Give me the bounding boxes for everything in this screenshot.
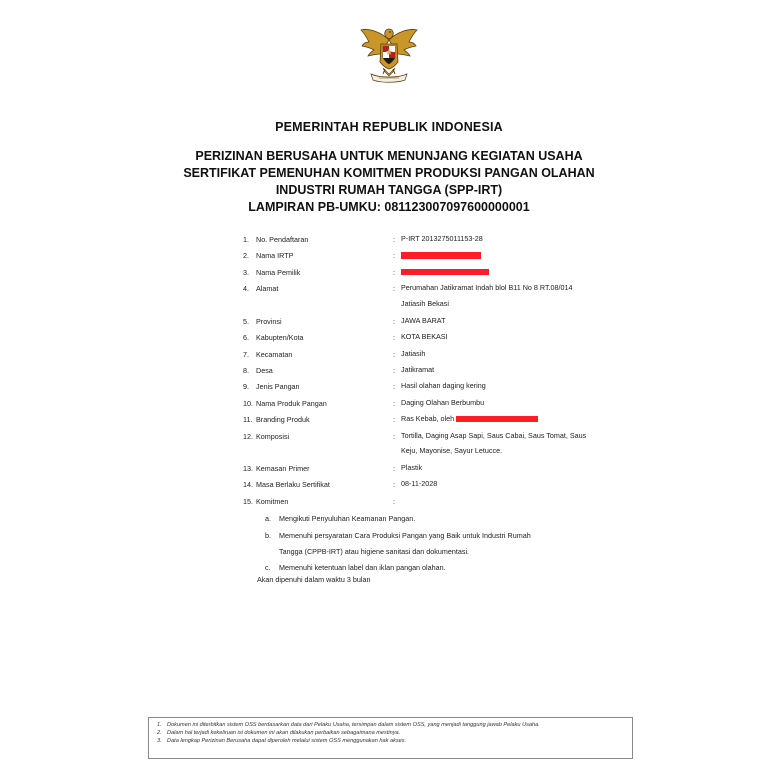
field-number: 3. [243, 267, 249, 277]
field-value [401, 264, 623, 280]
field-value: Ras Kebab, oleh [401, 411, 623, 427]
commitment-item [265, 511, 610, 527]
footer-note: 2. Dalam hal terjadi kekeliruan isi dokumen ini akan dilakukan perbaikan sebagaimana mestinya. [157, 729, 401, 736]
title-line: LAMPIRAN PB-UMKU: 081123007097600000001 [248, 200, 530, 214]
title-line: PERIZINAN BERUSAHA UNTUK MENUNJANG KEGIATAN USAHA [195, 149, 583, 163]
field-number: 5. [243, 316, 249, 326]
field-colon: : [393, 333, 395, 343]
field-colon: : [393, 284, 395, 294]
field-colon: : [393, 431, 395, 441]
field-number: 8. [243, 365, 249, 375]
field-label: Masa Berlaku Sertifikat [256, 480, 330, 490]
field-label: Nama Pemilik [256, 267, 301, 277]
field-row [243, 480, 623, 496]
field-colon: : [393, 496, 395, 506]
title-line: SERTIFIKAT PEMENUHAN KOMITMEN PRODUKSI PANGAN OLAHAN [183, 166, 595, 180]
field-value: Jatiasih [401, 348, 426, 358]
commitment-letter: b. [265, 530, 271, 540]
field-value: Hasil olahan daging kering [401, 381, 486, 391]
field-label: Kemasan Primer [256, 464, 310, 474]
field-colon: : [393, 235, 395, 244]
field-number: 10. [243, 398, 253, 408]
field-number: 1. [243, 235, 249, 244]
field-colon: : [393, 382, 395, 392]
field-number: 14. [243, 480, 253, 490]
field-colon: : [393, 480, 395, 490]
field-colon: : [393, 365, 395, 375]
field-colon: : [393, 316, 395, 326]
footer-notes [148, 717, 633, 759]
field-value: KOTA BEKASI [401, 332, 448, 342]
commitment-text: Mengikuti Penyuluhan Keamanan Pangan. [279, 514, 416, 523]
commitment-item [265, 560, 610, 576]
field-value: P-IRT 2013275011153-28 [401, 234, 483, 243]
field-number: 15. [243, 496, 253, 506]
field-colon: : [393, 464, 395, 474]
field-label: Nama Produk Pangan [256, 398, 327, 408]
field-value: Tortilla, Daging Asap Sapi, Saus Cabai, Saus Tomat, Saus Keju, Mayonise, Sayur Letucce. [401, 430, 587, 455]
field-number: 9. [243, 382, 249, 392]
field-label: Provinsi [256, 316, 282, 326]
field-colon: : [393, 267, 395, 277]
field-colon: : [393, 251, 395, 261]
field-value [401, 247, 623, 263]
field-label: Komitmen [256, 496, 289, 506]
field-colon: : [393, 398, 395, 408]
field-label: Nama IRTP [256, 251, 294, 261]
field-number: 13. [243, 464, 253, 474]
field-value: Daging Olahan Berbumbu [401, 397, 485, 407]
footer-note: 3. Data lengkap Perizinan Berusaha dapat diperoleh melalui sistem OSS menggunakan hak akses. [157, 737, 407, 744]
title-line: INDUSTRI RUMAH TANGGA (SPP-IRT) [275, 183, 503, 197]
field-value: Perumahan Jatikramat Indah blol B11 No 8 RT.08/014 Jatiasih Bekasi [401, 283, 573, 308]
field-number: 4. [243, 284, 249, 294]
field-colon: : [393, 415, 395, 425]
commitment-text: Memenuhi ketentuan label dan iklan pangan olahan. [279, 563, 446, 572]
government-title: PEMERINTAH REPUBLIK INDONESIA [275, 120, 503, 134]
field-label: No. Pendaftaran [256, 235, 309, 244]
redaction-mark [401, 269, 489, 276]
field-colon: : [393, 349, 395, 359]
redaction-mark [401, 252, 481, 259]
certificate-fields [243, 235, 623, 513]
commitment-list [265, 511, 610, 577]
commitment-text: Memenuhi persyaratan Cara Produksi Pangan yang Baik untuk Industri Rumah Tangga (CPPB-IRT) atau higiene sanitasi dan dokumentasi. [279, 530, 531, 556]
document-titles [0, 148, 778, 216]
field-label: Jenis Pangan [256, 382, 300, 392]
footer-note: 1. Dokumen ini diterbitkan sistem OSS berdasarkan data dari Pelaku Usaha, tersimpan dalam sistem OSS, yang menjadi tanggung jawab Pelaku Usaha. [157, 722, 540, 728]
field-label: Kecamatan [256, 349, 293, 359]
field-label: Kabupten/Kota [256, 333, 304, 343]
field-number: 7. [243, 349, 249, 359]
field-label: Desa [256, 365, 273, 375]
commitment-item [265, 528, 610, 560]
commitment-letter: c. [265, 563, 271, 572]
commitment-deadline: Akan dipenuhi dalam waktu 3 bulan [257, 575, 371, 584]
redaction-mark [456, 416, 538, 423]
field-label: Alamat [256, 284, 279, 294]
field-value: 08-11-2028 [401, 479, 438, 489]
field-label: Komposisi [256, 431, 290, 441]
field-label: Branding Produk [256, 415, 310, 425]
field-value: Plastik [401, 463, 423, 473]
garuda-emblem-icon [359, 26, 419, 84]
commitment-letter: a. [265, 514, 271, 523]
field-number: 11. [243, 415, 253, 425]
field-number: 2. [243, 251, 249, 261]
field-number: 6. [243, 333, 249, 343]
field-value: JAWA BARAT [401, 315, 446, 325]
field-number: 12. [243, 431, 253, 441]
field-value: Jatikramat [401, 364, 435, 374]
